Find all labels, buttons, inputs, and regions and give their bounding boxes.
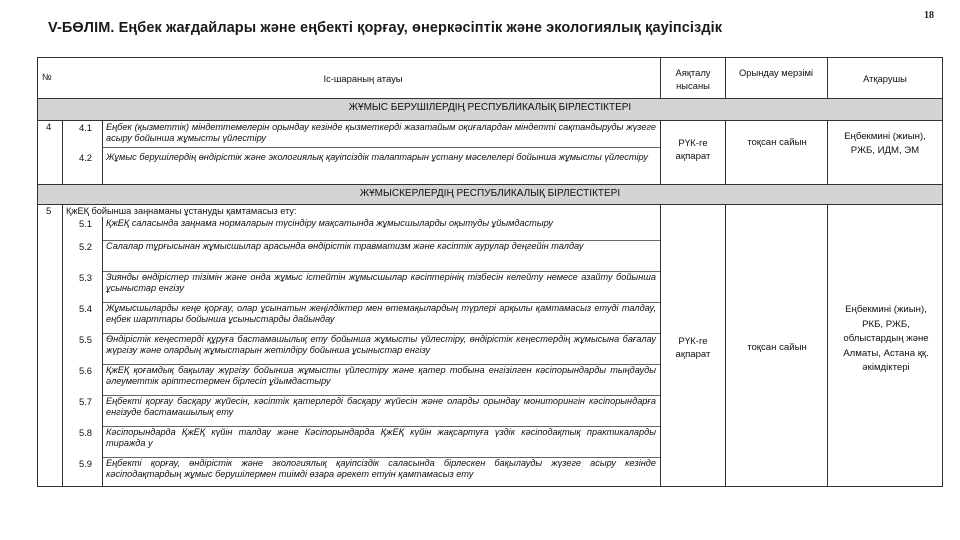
page-number: 18	[924, 10, 934, 21]
section1-executor: Еңбекмині (жиын), РЖБ, ИДМ, ЭМ	[844, 131, 926, 156]
section2-form: РҮК-ге ақпарат	[675, 336, 711, 360]
section2-intro: ҚжЕҚ бойынша заңнаманы ұстануды қамтамасыз ету:	[66, 206, 297, 216]
section1-deadline: тоқсан сайын	[747, 137, 807, 148]
section2-title: ЖҰМЫСКЕРЛЕРДІҢ РЕСПУБЛИКАЛЫҚ БІРЛЕСТІКТЕРІ	[359, 188, 621, 199]
item-num-5-1: 5.1	[78, 218, 92, 229]
header-executor: Атқарушы	[863, 73, 907, 84]
item-num-5-7: 5.7	[78, 396, 92, 407]
item-text-5-1: ҚжЕҚ саласында заңнама нормаларын түсіндіру мақсатында жұмысшыларды оқытуды ұйымдастыру	[106, 218, 553, 228]
section2-executor: Еңбекмині (жиын), РКБ, РЖБ, облыстардың және Алматы, Астана ққ. әкімдіктері	[843, 304, 929, 374]
header-num: №	[42, 72, 52, 82]
item-num-5-8: 5.8	[78, 427, 92, 438]
item-num-5-2: 5.2	[78, 241, 92, 252]
item-text-5-2: Салалар тұрғысынан жұмысшылар арасында өндірістік травматизм және кәсіптік аурулар деңгейін талдау	[106, 241, 584, 251]
page-title: V-БӨЛІМ. Еңбек жағдайлары және еңбекті қорғау, өнеркәсіптік және экологиялық қауіпсіздік	[48, 20, 723, 36]
header-deadline: Орындау мерзімі	[739, 67, 813, 78]
section2-deadline: тоқсан сайын	[747, 342, 807, 353]
item-num-5-6: 5.6	[78, 365, 92, 376]
section1-form: РҮК-ге ақпарат	[675, 138, 711, 162]
item-num-5-3: 5.3	[78, 272, 92, 283]
item-text-5-9: Еңбекті қорғау, өндірістік және экологиялық қауіпсіздік саласында бірлескен бақылауды жүзеге асыру кезінде кәсіподақтардың жұмыс берушілермен тиімді өзара әрекет етуін қамтамасыз ету	[106, 458, 656, 480]
item-text-5-5: Өндірістік кеңестерді құруға бастамашылық ету бойынша жұмысты үйлестіру, өндірістік кеңестердің жұмысына бағалау жүргізу және олардың жұмыстарын жетілдіру бойынша ұсыныстар енгізу	[106, 334, 656, 356]
item-text-5-4: Жұмысшыларды кеңе қорғау, олар ұсынатын жеңілдіктер мен өтемақылардың түрлері арқылы қамтамасыз етуді талдау, еңбек шарттары бойынша ұсыныстарды дайындау	[106, 303, 656, 325]
action-plan-table	[37, 57, 943, 487]
section2-num: 5	[46, 206, 52, 217]
item-num-5-5: 5.5	[78, 334, 92, 345]
item-text-5-6: ҚжЕҚ қоғамдық бақылау жүргізу бойынша жұмысты үйлестіру және қатер тобына енгізілген кәсіпорындарды тыңдауды әлеуметтік әріптестермен бірлесіп ұйымдастыру	[106, 365, 656, 387]
item-text-5-7: Еңбекті қорғау басқару жүйесін, кәсіптік қатерлерді басқару жүйесін және оларды орындау мониторингін кәсіпорындарға енгізуде бастамашылық ету	[106, 396, 656, 418]
section1-num: 4	[46, 122, 52, 133]
item-text-4-2: Жұмыс берушілердің өндірістік және экологиялық қауіпсіздік талаптарын ұстану мәселелері бойынша жұмысты үйлестіру	[106, 152, 648, 162]
item-text-4-1: Еңбек (қызметтік) міндеттемелерін орындау кезінде қызметкерді жазатайым оқиғалардан міндетті сақтандыруды жүзеге асыру бойынша жұмысты үйлестіру	[106, 122, 656, 144]
item-num-4-2: 4.2	[78, 152, 92, 163]
section1-title: ЖҰМЫС БЕРУШІЛЕРДІҢ РЕСПУБЛИКАЛЫҚ БІРЛЕСТІКТЕРІ	[348, 102, 632, 113]
item-num-4-1: 4.1	[78, 122, 92, 133]
header-form: Аяқталу нысаны	[675, 67, 711, 91]
item-text-5-8: Кәсіпорындарда ҚжЕҚ күйін талдау және Кәсіпорындарда ҚжЕҚ күйін жақсартуға үздік кәсіподақтық практикаларды тиражда у	[106, 427, 656, 449]
item-num-5-4: 5.4	[78, 303, 92, 314]
item-text-5-3: Зиянды өндірістер тізімін және онда жұмыс істейтін жұмысшылар кәсіптерінің тізбесін келейту немесе азайту бойынша ұсыныстар енгізу	[106, 272, 656, 294]
item-num-5-9: 5.9	[78, 458, 92, 469]
header-name: Іс-шараның атауы	[323, 73, 403, 84]
